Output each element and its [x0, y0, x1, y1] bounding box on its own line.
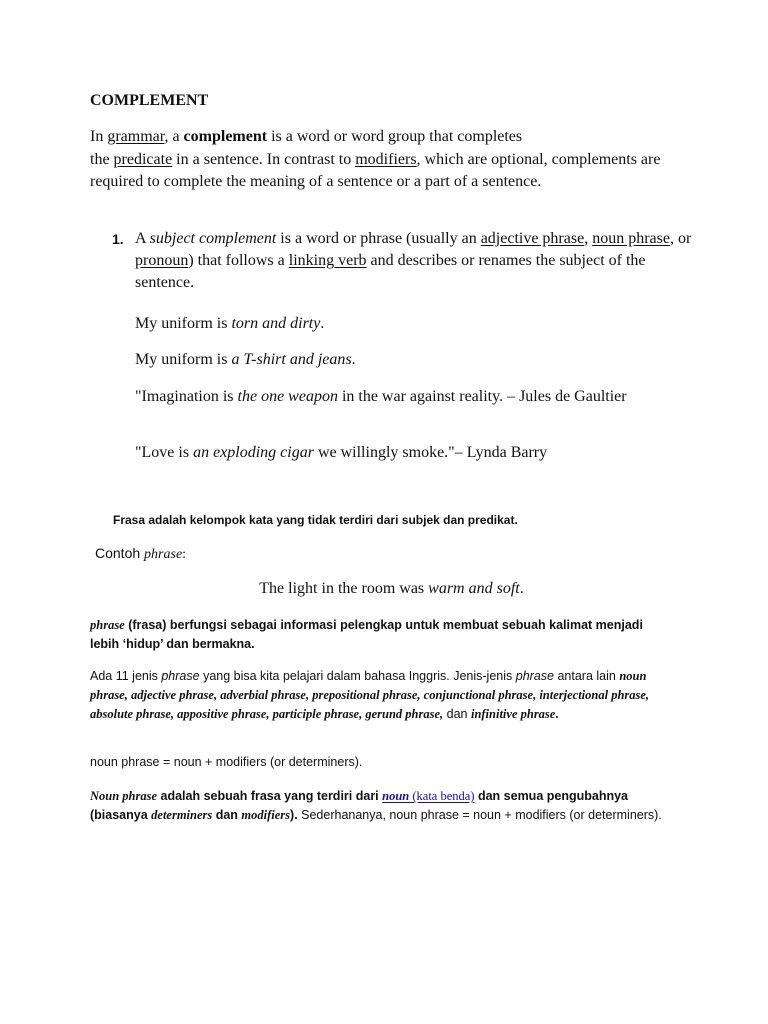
list-number: 1. [112, 231, 124, 247]
adjective-phrase-link[interactable]: adjective phrase [480, 230, 585, 247]
contoh-colon: : [182, 547, 187, 562]
pronoun-link[interactable]: pronoun [135, 252, 189, 269]
example-text: My uniform is [135, 351, 232, 368]
phrase-term: phrase [90, 618, 125, 632]
noun-link-text[interactable]: noun [382, 789, 410, 803]
example-complement: torn and dirty [231, 315, 321, 332]
example-text: My uniform is [135, 315, 232, 332]
list-text: is a word or phrase (usually an [276, 230, 481, 247]
list-text: and describes or renames the subject of the sentence. [135, 252, 646, 291]
np-def-text: dan [212, 807, 242, 822]
kata-benda-link-text[interactable]: (kata benda) [409, 789, 475, 803]
noun-phrase-term: Noun phrase [90, 789, 158, 803]
frasa-definition: Frasa adalah kelompok kata yang tidak terdiri dari subjek dan predikat. [113, 513, 518, 527]
contoh-label [95, 545, 186, 563]
complement-term: complement [183, 128, 268, 145]
phrase-function-paragraph [90, 616, 670, 654]
noun-kata-benda-link[interactable] [382, 789, 474, 803]
list-text: , or [669, 230, 692, 247]
example-text: . [320, 315, 325, 332]
center-example-text: . [519, 580, 524, 597]
list-text: ) that follows a [188, 252, 289, 269]
phrase-types-text: yang bisa kita pelajari dalam bahasa Inggris. Jenis-jenis [199, 669, 516, 683]
infinitive-phrase-term: infinitive phrase [470, 707, 556, 721]
phrase-term: phrase [515, 669, 554, 683]
intro-text: the [90, 150, 114, 168]
phrase-types-list: noun phrase, adjective phrase, adverbial phrase, prepositional phrase, conjunctional phrase, interjectional phrase, absolute phrase, appositive phrase, participle phrase, gerund phrase, [90, 669, 650, 721]
subject-complement-term: subject complement [149, 230, 277, 247]
phrase-term: phrase [161, 669, 200, 683]
example-text: . [351, 351, 356, 368]
phrase-function-text: (frasa) berfungsi sebagai informasi pelengkap untuk membuat sebuah kalimat menjadi lebih ‘hidup’ dan bermakna. [90, 618, 643, 651]
example-complement: an exploding cigar [193, 444, 314, 461]
phrase-types-text: antara lain [553, 669, 620, 683]
example-quote [135, 387, 655, 406]
np-def-text: ). [290, 807, 298, 822]
intro-text: In [90, 128, 108, 145]
center-example [0, 580, 768, 598]
np-def-text: adalah sebuah frasa yang terdiri dari [157, 789, 383, 803]
np-def-text: dan semua pengubahnya (biasanya [90, 789, 629, 822]
center-example-complement: warm and soft [428, 580, 520, 597]
intro-text: is a word or word group that completes [267, 128, 523, 145]
example-text: "Imagination is [135, 388, 238, 405]
phrase-types-text: Ada 11 jenis [90, 669, 162, 683]
example-text: "Love is [135, 444, 194, 461]
contoh-phrase: phrase [144, 547, 183, 562]
example-text: in the war against reality. – Jules de Gaultier [337, 388, 627, 405]
example-complement: a T-shirt and jeans [231, 351, 352, 368]
noun-phrase-definition [90, 787, 670, 824]
phrase-types-paragraph [90, 667, 670, 724]
np-def-summary: Sederhananya, noun phrase = noun + modifiers (or determiners). [297, 807, 662, 822]
predicate-link[interactable]: predicate [113, 150, 173, 168]
intro-text: in a sentence. In contrast to [172, 150, 356, 168]
document-title: COMPLEMENT [90, 92, 209, 109]
example-complement: the one weapon [237, 388, 338, 405]
intro-text: , which are optional, complements are required to complete the meaning of a sentence or a part of a sentence. [90, 150, 661, 190]
determiners-term: determiners [151, 807, 213, 822]
example-sentence [135, 350, 655, 369]
noun-phrase-link[interactable]: noun phrase [592, 230, 670, 247]
intro-text: , a [164, 128, 184, 145]
grammar-link[interactable]: grammar [107, 128, 165, 145]
noun-phrase-formula: noun phrase = noun + modifiers (or determiners). [90, 755, 363, 769]
phrase-types-period: . [555, 707, 559, 721]
modifiers-term: modifiers [241, 807, 291, 822]
intro-paragraph [90, 126, 690, 194]
example-text: we willingly smoke."– Lynda Barry [313, 444, 548, 461]
phrase-types-text: dan [443, 707, 471, 721]
list-text: A [135, 230, 150, 247]
contoh-text: Contoh [95, 545, 145, 561]
example-sentence [135, 314, 655, 333]
linking-verb-link[interactable]: linking verb [288, 252, 367, 269]
example-quote [135, 443, 655, 462]
list-item [135, 228, 695, 294]
list-text: , [584, 230, 593, 247]
center-example-text: The light in the room was [259, 580, 429, 597]
modifiers-link[interactable]: modifiers [355, 150, 417, 168]
